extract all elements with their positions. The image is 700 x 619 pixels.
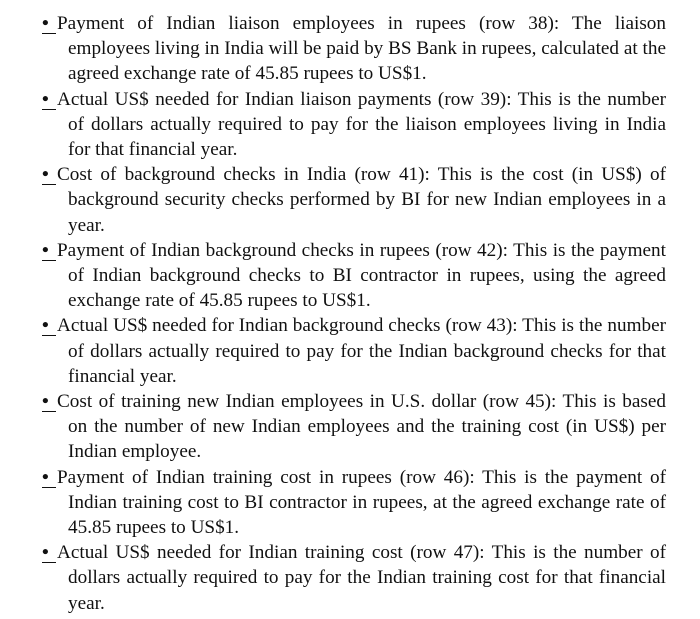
bullet-icon: • <box>42 393 56 412</box>
bullet-item-background-check-rupee-payment <box>0 238 700 314</box>
bullet-item-training-usd-needed <box>0 540 700 616</box>
bullet-item-liaison-rupee-payment <box>0 11 700 87</box>
bullet-text: Payment of Indian background checks in rupees (row 42): This is the payment of Indian background checks to BI contractor in rupees, using the agreed exchange rate of 45.85 rupees to US$1. <box>57 239 666 312</box>
bullet-item-training-rupee-payment <box>0 465 700 541</box>
bullet-text: Actual US$ needed for Indian background checks (row 43): This is the number of dollars actually required to pay for the Indian background checks for that financial year. <box>57 315 666 387</box>
bullet-text: Actual US$ needed for Indian training cost (row 47): This is the number of dollars actually required to pay for the Indian training cost for that financial year. <box>57 542 666 614</box>
bullet-text: Payment of Indian training cost in rupees (row 46): This is the payment of Indian training cost to BI contractor in rupees, at the agreed exchange rate of 45.85 rupees to US$1. <box>57 466 666 539</box>
bullet-icon: • <box>42 242 56 261</box>
bullet-text: Cost of training new Indian employees in U.S. dollar (row 45): This is based on the number of new Indian employees and the training cost (in US$) per Indian employee. <box>57 391 666 463</box>
bullet-text: Actual US$ needed for Indian liaison payments (row 39): This is the number of dollars actually required to pay for the liaison employees living in India for that financial year. <box>57 88 666 161</box>
bullet-item-background-check-cost <box>0 162 700 238</box>
bullet-text: Cost of background checks in India (row 41): This is the cost (in US$) of background security checks performed by BI for new Indian employees in a year. <box>57 164 666 236</box>
bullet-icon: • <box>42 91 56 110</box>
bullet-list <box>0 11 700 616</box>
bullet-icon: • <box>42 544 56 563</box>
bullet-item-training-cost-usd <box>0 389 700 465</box>
bullet-item-background-check-usd-needed <box>0 313 700 389</box>
bullet-icon: • <box>42 166 56 185</box>
bullet-icon: • <box>42 469 56 488</box>
bullet-item-liaison-usd-needed <box>0 87 700 163</box>
bullet-icon: • <box>42 317 56 336</box>
bullet-text: Payment of Indian liaison employees in rupees (row 38): The liaison employees living in India will be paid by BS Bank in rupees, calculated at the agreed exchange rate of 45.85 rupees to US$1. <box>57 13 666 85</box>
bullet-icon: • <box>42 15 56 34</box>
